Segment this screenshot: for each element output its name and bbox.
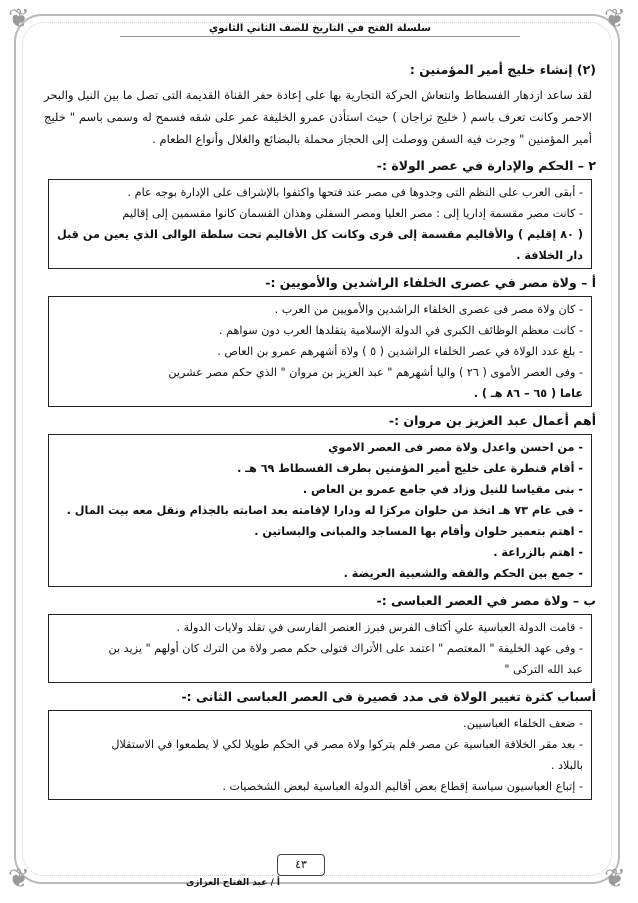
section-title-governance: ٢ – الحكم والإدارة في عصر الولاة :- bbox=[376, 158, 596, 173]
abdulaziz-box bbox=[48, 434, 592, 587]
section-title-khalij: (٢) إنشاء خليج أمير المؤمنين : bbox=[409, 62, 596, 77]
corner-ornament-icon: ❦ bbox=[604, 4, 626, 34]
section-title-rashidun: أ – ولاة مصر في عصرى الخلفاء الراشدين والأمويين :- bbox=[265, 275, 596, 290]
list-item: - بلغ عدد الولاة في عصر الخلفاء الراشدين ( ٥ ) ولاة أشهرهم عمرو بن العاص . bbox=[217, 345, 583, 358]
rashidun-box bbox=[48, 296, 592, 407]
list-item: - كانت مصر مقسمة إداريا إلى : مصر العليا ومصر السفلى وهذان القسمان كانوا مقسمين إلى إقاليم bbox=[122, 207, 583, 220]
list-item: بالبلاد . bbox=[550, 759, 583, 772]
list-item: - قامت الدولة العباسية علي أكتاف الفرس فبرز العنصر الفارسى في تقلد ولايات الدولة . bbox=[176, 621, 583, 634]
section-title-abbasid: ب – ولاة مصر في العصر العباسى :- bbox=[376, 593, 596, 608]
main-content bbox=[44, 60, 596, 804]
list-item: - بنى مقياسا للنيل وزاد في جامع عمرو بن العاص . bbox=[302, 483, 583, 496]
list-item: - وفى عهد الخليفة " المعتصم " اعتمد على الأتراك فتولى حكم مصر ولاة من الترك كان أولهم " يزيد بن bbox=[108, 642, 583, 655]
list-item: - وفى العصر الأموى ( ٢٦ ) واليا أشهرهم " عبد العزيز بن مروان " الذي حكم مصر عشرين bbox=[168, 366, 583, 379]
list-item: - بعد مقر الخلافة العباسية عن مصر فلم يتركوا ولاة مصر في الحكم طويلا لكي لا يطمعوا في الاستقلال bbox=[111, 738, 583, 751]
list-item: - ضعف الخلفاء العباسيين. bbox=[463, 717, 583, 730]
page-header: سلسلة الفتح في التاريخ للصف الثاني الثانوي bbox=[120, 23, 520, 37]
list-item: عبد الله التركى " bbox=[504, 663, 583, 676]
page-number: ٤٣ bbox=[277, 854, 325, 876]
list-item: - فى عام ٧٣ هـ اتخذ من حلوان مركزا له ودارا لإقامته بعد اصابته بالجذام ونقل معه بيت المال . bbox=[66, 504, 583, 517]
section-title-abdulaziz: أهم أعمال عبد العزيز بن مروان :- bbox=[388, 413, 596, 428]
abbasid-box bbox=[48, 614, 592, 683]
section-title-reasons: أسباب كثرة تغيير الولاة فى مدد قصيرة فى العصر العباسى الثانى :- bbox=[181, 689, 596, 704]
author-name: أ / عبد الفتاح العزازى bbox=[185, 878, 281, 888]
list-item: - كان ولاة مصر فى عصرى الخلفاء الراشدين والأمويين من العرب . bbox=[274, 303, 583, 316]
list-item: ( ٨٠ إقليم ) والأقاليم مقسمة إلى قرى وكانت كل الأقاليم تحت سلطة الوالى الذي يعين من قبل دار الخلافة . bbox=[57, 228, 583, 262]
corner-ornament-icon: ❦ bbox=[604, 864, 626, 894]
corner-ornament-icon: ❦ bbox=[8, 4, 30, 34]
intro-paragraph: لقد ساعد ازدهار الفسطاط وانتعاش الحركة التجارية بها على إعادة حفر القناة القديمة التى تصل ما بين النيل والبحر الاحمر وكانت تعرف باسم ( خليج تراجان ) حيث استأذن عمرو الخليفة عمر على شقه فسمح له وسمى باسم " خليج أمير المؤمنين " وجرت فيه السفن ووصلت إلى الحجاز محملة بالبضائع والغلال وأنواع الطعام . bbox=[44, 88, 592, 146]
list-item: - اهتم بتعمير حلوان وأقام بها المساجد والمبانى والبساتين . bbox=[254, 525, 583, 538]
list-item: - أبقى العرب على النظم التى وجدوها فى مصر عند فتحها واكتفوا بالإشراف على الإدارة بوجه عام . bbox=[127, 186, 583, 199]
list-item: عاما ( ٦٥ – ٨٦ هـ ) . bbox=[473, 387, 583, 400]
list-item: - من احسن واعدل ولاة مصر فى العصر الاموي bbox=[328, 441, 583, 454]
corner-ornament-icon: ❦ bbox=[8, 864, 30, 894]
list-item: - أقام قنطرة على خليج أمير المؤمنين بطرف الفسطاط ٦٩ هـ . bbox=[237, 462, 583, 475]
governance-box bbox=[48, 179, 592, 269]
list-item: - إتباع العباسيون سياسة إقطاع بعض أقاليم الدولة العباسية لبعض الشخصيات . bbox=[222, 780, 583, 793]
list-item: - كانت معظم الوظائف الكبرى في الدولة الإسلامية يتقلدها العرب دون سواهم . bbox=[218, 324, 583, 337]
reasons-box bbox=[48, 710, 592, 800]
list-item: - اهتم بالزراعة . bbox=[493, 546, 583, 559]
list-item: - جمع بين الحكم والفقه والشعبية العريضة . bbox=[343, 567, 583, 580]
